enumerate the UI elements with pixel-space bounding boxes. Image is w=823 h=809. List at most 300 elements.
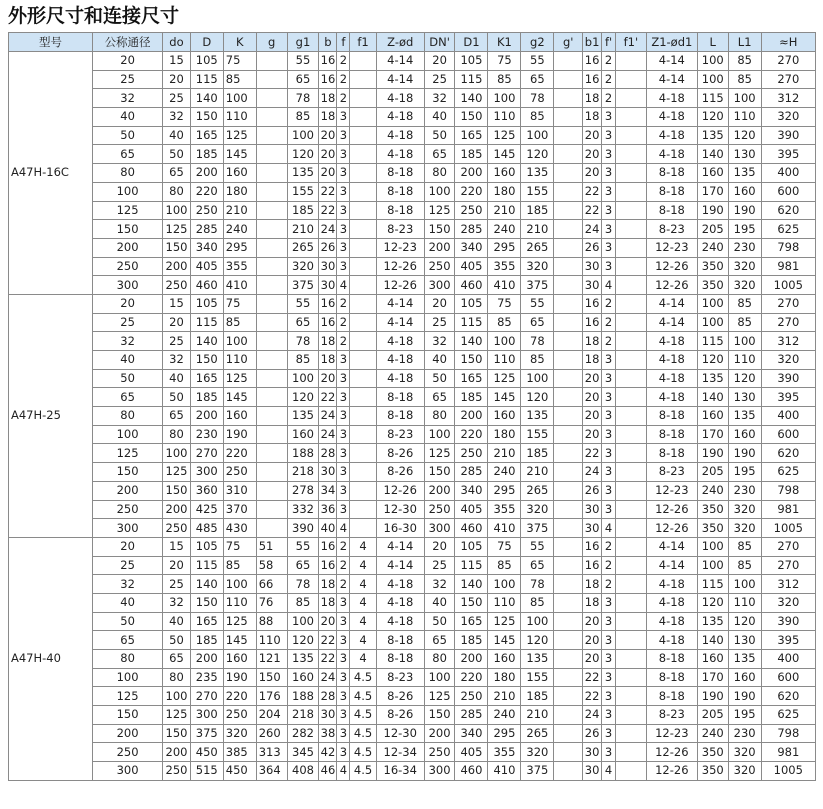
table-cell: 22	[319, 650, 337, 669]
table-cell: 250	[163, 276, 191, 295]
table-cell: 100	[697, 313, 728, 332]
table-cell: 40	[92, 593, 162, 612]
table-cell: 85	[728, 537, 761, 556]
table-cell: 115	[697, 89, 728, 108]
table-cell	[554, 762, 583, 781]
table-cell: 4.5	[350, 743, 377, 762]
table-cell: 2	[602, 575, 616, 594]
table-cell	[350, 407, 377, 426]
table-cell: 20	[424, 52, 455, 71]
table-cell: 430	[223, 519, 256, 538]
table-row	[9, 313, 816, 332]
table-cell: 65	[424, 388, 455, 407]
table-cell: 32	[424, 332, 455, 351]
table-cell: 22	[583, 182, 602, 201]
table-cell	[350, 500, 377, 519]
table-cell: 16-30	[376, 519, 424, 538]
table-cell: 230	[190, 425, 223, 444]
table-cell: 20	[583, 407, 602, 426]
table-cell: 4	[337, 276, 350, 295]
table-cell: 300	[424, 276, 455, 295]
table-cell: 3	[602, 724, 616, 743]
table-cell	[554, 276, 583, 295]
table-cell: 85	[488, 556, 521, 575]
column-header: 型号	[9, 33, 93, 52]
table-cell: 160	[697, 164, 728, 183]
table-cell: 135	[521, 407, 554, 426]
table-cell: 3	[337, 145, 350, 164]
table-cell	[615, 444, 646, 463]
table-cell	[554, 668, 583, 687]
table-cell: 3	[602, 257, 616, 276]
table-cell: 120	[728, 612, 761, 631]
table-row	[9, 276, 816, 295]
table-cell: 20	[583, 388, 602, 407]
table-cell: 210	[488, 444, 521, 463]
table-cell: 3	[337, 388, 350, 407]
table-cell: 460	[455, 519, 488, 538]
table-cell	[350, 201, 377, 220]
table-cell: 50	[424, 612, 455, 631]
table-cell: 26	[583, 238, 602, 257]
table-cell: 4	[337, 519, 350, 538]
table-cell: 34	[319, 481, 337, 500]
table-cell: 30	[583, 743, 602, 762]
table-cell: 170	[697, 668, 728, 687]
table-cell: 8-18	[376, 650, 424, 669]
header-row	[9, 33, 816, 52]
table-cell: 4.5	[350, 706, 377, 725]
table-cell: 2	[602, 313, 616, 332]
table-cell: 150	[92, 220, 162, 239]
table-row	[9, 70, 816, 89]
column-header: f'	[602, 33, 616, 52]
table-cell	[554, 108, 583, 127]
table-row	[9, 52, 816, 71]
table-cell: 220	[455, 182, 488, 201]
table-cell: 12-23	[646, 481, 697, 500]
table-cell: 20	[424, 537, 455, 556]
table-cell: 18	[583, 108, 602, 127]
table-cell: 3	[602, 650, 616, 669]
table-cell	[256, 52, 287, 71]
table-cell: 110	[256, 631, 287, 650]
table-cell: 3	[602, 220, 616, 239]
table-cell	[350, 463, 377, 482]
column-header: f	[337, 33, 350, 52]
table-cell: 4-18	[376, 369, 424, 388]
table-cell: 3	[602, 238, 616, 257]
table-cell	[256, 294, 287, 313]
table-cell: 85	[728, 556, 761, 575]
table-cell: 110	[223, 593, 256, 612]
table-cell: 75	[223, 537, 256, 556]
table-cell: 55	[521, 52, 554, 71]
table-cell	[350, 481, 377, 500]
table-cell: 140	[455, 89, 488, 108]
table-cell: 3	[602, 706, 616, 725]
table-cell: 390	[287, 519, 319, 538]
table-cell: 30	[583, 762, 602, 781]
table-cell: 218	[287, 463, 319, 482]
table-cell: 3	[337, 182, 350, 201]
table-cell: 620	[761, 687, 815, 706]
table-cell: 312	[761, 575, 815, 594]
table-cell: 80	[92, 164, 162, 183]
table-cell: 24	[583, 463, 602, 482]
table-cell: 24	[583, 220, 602, 239]
table-cell: 625	[761, 463, 815, 482]
table-cell: 100	[92, 425, 162, 444]
table-cell: 160	[287, 425, 319, 444]
table-cell: 160	[488, 407, 521, 426]
table-cell: 40	[424, 108, 455, 127]
table-cell: 20	[583, 126, 602, 145]
table-cell	[615, 631, 646, 650]
table-cell: 4.5	[350, 762, 377, 781]
table-cell: 350	[697, 743, 728, 762]
table-cell: 125	[223, 369, 256, 388]
table-cell: 2	[602, 70, 616, 89]
table-cell: 110	[728, 108, 761, 127]
table-cell	[615, 724, 646, 743]
table-cell	[350, 276, 377, 295]
table-cell: 145	[488, 631, 521, 650]
table-cell	[350, 70, 377, 89]
table-cell	[256, 89, 287, 108]
table-cell: 250	[424, 743, 455, 762]
table-cell: 285	[455, 220, 488, 239]
table-cell: 405	[190, 257, 223, 276]
table-cell: 100	[223, 89, 256, 108]
column-header: b	[319, 33, 337, 52]
table-cell: 65	[92, 145, 162, 164]
table-cell: 4-18	[376, 89, 424, 108]
table-cell	[615, 687, 646, 706]
table-cell: 85	[223, 313, 256, 332]
table-cell: 185	[521, 201, 554, 220]
table-cell: 65	[287, 70, 319, 89]
table-cell: 3	[337, 108, 350, 127]
column-header: Z-ød	[376, 33, 424, 52]
table-cell: 155	[521, 425, 554, 444]
table-cell	[615, 706, 646, 725]
table-cell: 4-18	[376, 108, 424, 127]
table-cell: 3	[602, 593, 616, 612]
table-cell	[554, 743, 583, 762]
table-cell	[554, 332, 583, 351]
table-cell: 600	[761, 182, 815, 201]
table-cell: 300	[92, 762, 162, 781]
table-cell: 3	[602, 369, 616, 388]
table-cell: 4-18	[646, 145, 697, 164]
table-cell: 250	[92, 743, 162, 762]
table-cell: 20	[319, 612, 337, 631]
table-cell	[256, 388, 287, 407]
table-cell: 2	[602, 89, 616, 108]
table-row	[9, 463, 816, 482]
table-cell: 100	[163, 687, 191, 706]
table-cell	[615, 257, 646, 276]
table-cell: 105	[190, 537, 223, 556]
column-header: L	[697, 33, 728, 52]
table-cell: 40	[319, 519, 337, 538]
table-cell: 320	[223, 724, 256, 743]
table-cell: 4-18	[646, 612, 697, 631]
table-cell: 22	[319, 182, 337, 201]
table-cell: 85	[728, 52, 761, 71]
table-cell: 460	[455, 276, 488, 295]
table-cell: 100	[92, 182, 162, 201]
table-cell: 3	[337, 201, 350, 220]
table-cell	[615, 425, 646, 444]
table-cell: 30	[583, 519, 602, 538]
table-cell: 20	[163, 70, 191, 89]
table-row	[9, 388, 816, 407]
table-cell: 230	[728, 724, 761, 743]
table-cell: 8-23	[646, 706, 697, 725]
table-cell: 120	[521, 145, 554, 164]
table-cell: 4.5	[350, 687, 377, 706]
model-cell: A47H-16C	[9, 52, 93, 295]
table-cell	[615, 108, 646, 127]
table-cell: 2	[602, 294, 616, 313]
table-cell: 3	[602, 687, 616, 706]
page-title: 外形尺寸和连接尺寸	[8, 5, 180, 27]
column-header: g'	[554, 33, 583, 52]
table-cell: 8-23	[646, 463, 697, 482]
table-cell: 140	[697, 631, 728, 650]
table-cell: 22	[583, 444, 602, 463]
table-cell: 250	[455, 201, 488, 220]
table-cell: 115	[455, 556, 488, 575]
table-cell: 76	[256, 593, 287, 612]
table-cell: 100	[424, 182, 455, 201]
table-cell: 250	[163, 762, 191, 781]
table-cell: 100	[728, 332, 761, 351]
table-cell: 2	[602, 52, 616, 71]
table-cell: 2	[337, 537, 350, 556]
table-cell: 32	[424, 575, 455, 594]
table-cell	[615, 481, 646, 500]
table-row	[9, 537, 816, 556]
table-cell: 375	[521, 762, 554, 781]
table-cell	[615, 407, 646, 426]
table-cell: 140	[455, 575, 488, 594]
table-cell: 78	[521, 575, 554, 594]
table-cell: 350	[697, 500, 728, 519]
table-row	[9, 238, 816, 257]
table-cell: 400	[761, 650, 815, 669]
table-cell: 88	[256, 612, 287, 631]
table-cell: 160	[728, 182, 761, 201]
table-cell: 40	[163, 369, 191, 388]
column-header: L1	[728, 33, 761, 52]
table-cell	[615, 500, 646, 519]
table-cell: 100	[163, 444, 191, 463]
table-cell: 185	[455, 631, 488, 650]
table-cell: 150	[92, 706, 162, 725]
table-cell	[350, 519, 377, 538]
table-cell	[554, 388, 583, 407]
table-cell: 15	[163, 52, 191, 71]
table-cell: 4-18	[376, 593, 424, 612]
table-cell: 110	[223, 108, 256, 127]
table-cell	[256, 481, 287, 500]
table-cell: 24	[319, 407, 337, 426]
table-cell: 30	[319, 257, 337, 276]
table-cell: 100	[223, 332, 256, 351]
table-cell: 140	[697, 145, 728, 164]
table-cell: 425	[190, 500, 223, 519]
table-cell	[256, 201, 287, 220]
table-cell: 160	[223, 407, 256, 426]
table-cell	[615, 201, 646, 220]
table-cell: 160	[728, 425, 761, 444]
table-cell	[554, 593, 583, 612]
table-cell: 18	[319, 351, 337, 370]
table-cell: 185	[521, 444, 554, 463]
table-cell: 340	[455, 238, 488, 257]
table-row	[9, 294, 816, 313]
table-cell: 65	[521, 70, 554, 89]
table-cell: 100	[521, 126, 554, 145]
table-cell: 125	[223, 126, 256, 145]
table-cell: 12-26	[646, 500, 697, 519]
table-cell: 110	[728, 593, 761, 612]
table-cell	[350, 52, 377, 71]
table-cell: 320	[521, 500, 554, 519]
table-cell: 18	[583, 593, 602, 612]
table-cell: 160	[728, 668, 761, 687]
table-cell	[256, 257, 287, 276]
table-cell: 395	[761, 145, 815, 164]
table-cell: 165	[455, 612, 488, 631]
table-cell: 395	[761, 631, 815, 650]
table-cell: 100	[728, 89, 761, 108]
table-cell: 390	[761, 126, 815, 145]
table-cell: 20	[583, 164, 602, 183]
table-cell: 20	[319, 369, 337, 388]
table-cell: 3	[337, 500, 350, 519]
table-cell: 190	[728, 687, 761, 706]
table-cell: 981	[761, 257, 815, 276]
table-cell: 65	[163, 164, 191, 183]
table-cell: 340	[455, 481, 488, 500]
column-header: ≈H	[761, 33, 815, 52]
table-cell: 205	[697, 220, 728, 239]
table-cell: 135	[287, 650, 319, 669]
table-cell: 135	[697, 369, 728, 388]
table-cell: 320	[761, 351, 815, 370]
table-cell: 25	[163, 89, 191, 108]
table-cell: 78	[287, 332, 319, 351]
table-cell: 58	[256, 556, 287, 575]
table-row	[9, 724, 816, 743]
table-cell	[615, 313, 646, 332]
table-cell	[256, 108, 287, 127]
table-cell: 200	[163, 500, 191, 519]
table-cell: 185	[455, 388, 488, 407]
table-cell: 300	[190, 706, 223, 725]
table-cell: 200	[92, 724, 162, 743]
table-cell: 250	[455, 444, 488, 463]
table-cell: 135	[521, 650, 554, 669]
table-cell	[350, 332, 377, 351]
table-cell: 400	[761, 164, 815, 183]
table-cell: 16	[583, 70, 602, 89]
table-cell	[554, 481, 583, 500]
table-cell: 65	[92, 631, 162, 650]
table-cell: 115	[455, 313, 488, 332]
table-cell: 798	[761, 724, 815, 743]
table-cell	[256, 425, 287, 444]
table-cell: 798	[761, 481, 815, 500]
table-cell	[615, 612, 646, 631]
table-cell: 250	[424, 257, 455, 276]
table-cell: 42	[319, 743, 337, 762]
table-cell: 240	[488, 463, 521, 482]
table-cell: 24	[319, 425, 337, 444]
table-cell: 110	[488, 351, 521, 370]
table-cell: 188	[287, 687, 319, 706]
table-cell: 24	[583, 706, 602, 725]
table-cell: 180	[488, 182, 521, 201]
table-cell	[554, 687, 583, 706]
table-cell: 120	[521, 631, 554, 650]
table-cell: 8-18	[646, 687, 697, 706]
table-cell: 12-30	[376, 500, 424, 519]
table-cell: 85	[521, 351, 554, 370]
table-cell: 3	[337, 687, 350, 706]
table-cell: 105	[190, 294, 223, 313]
table-cell: 105	[455, 52, 488, 71]
table-cell: 32	[92, 575, 162, 594]
table-cell: 195	[728, 706, 761, 725]
table-cell: 4-14	[376, 556, 424, 575]
table-cell: 75	[223, 294, 256, 313]
table-cell	[350, 294, 377, 313]
table-cell: 265	[521, 724, 554, 743]
table-row	[9, 612, 816, 631]
table-cell: 150	[424, 706, 455, 725]
table-cell: 176	[256, 687, 287, 706]
table-cell: 200	[163, 743, 191, 762]
table-cell: 20	[163, 556, 191, 575]
table-cell: 16	[319, 294, 337, 313]
table-cell: 600	[761, 668, 815, 687]
table-cell: 32	[163, 108, 191, 127]
table-cell: 46	[319, 762, 337, 781]
table-cell: 20	[319, 164, 337, 183]
table-cell	[615, 332, 646, 351]
table-cell: 25	[92, 70, 162, 89]
table-cell: 3	[602, 388, 616, 407]
table-cell: 3	[337, 257, 350, 276]
table-cell	[554, 182, 583, 201]
table-row	[9, 407, 816, 426]
table-cell	[615, 351, 646, 370]
table-cell: 16	[583, 294, 602, 313]
table-cell: 8-18	[376, 631, 424, 650]
table-cell: 220	[455, 668, 488, 687]
table-cell: 150	[92, 463, 162, 482]
table-cell: 265	[287, 238, 319, 257]
dimension-table	[8, 32, 816, 781]
table-cell: 3	[337, 631, 350, 650]
table-cell: 100	[697, 556, 728, 575]
table-cell: 65	[287, 313, 319, 332]
